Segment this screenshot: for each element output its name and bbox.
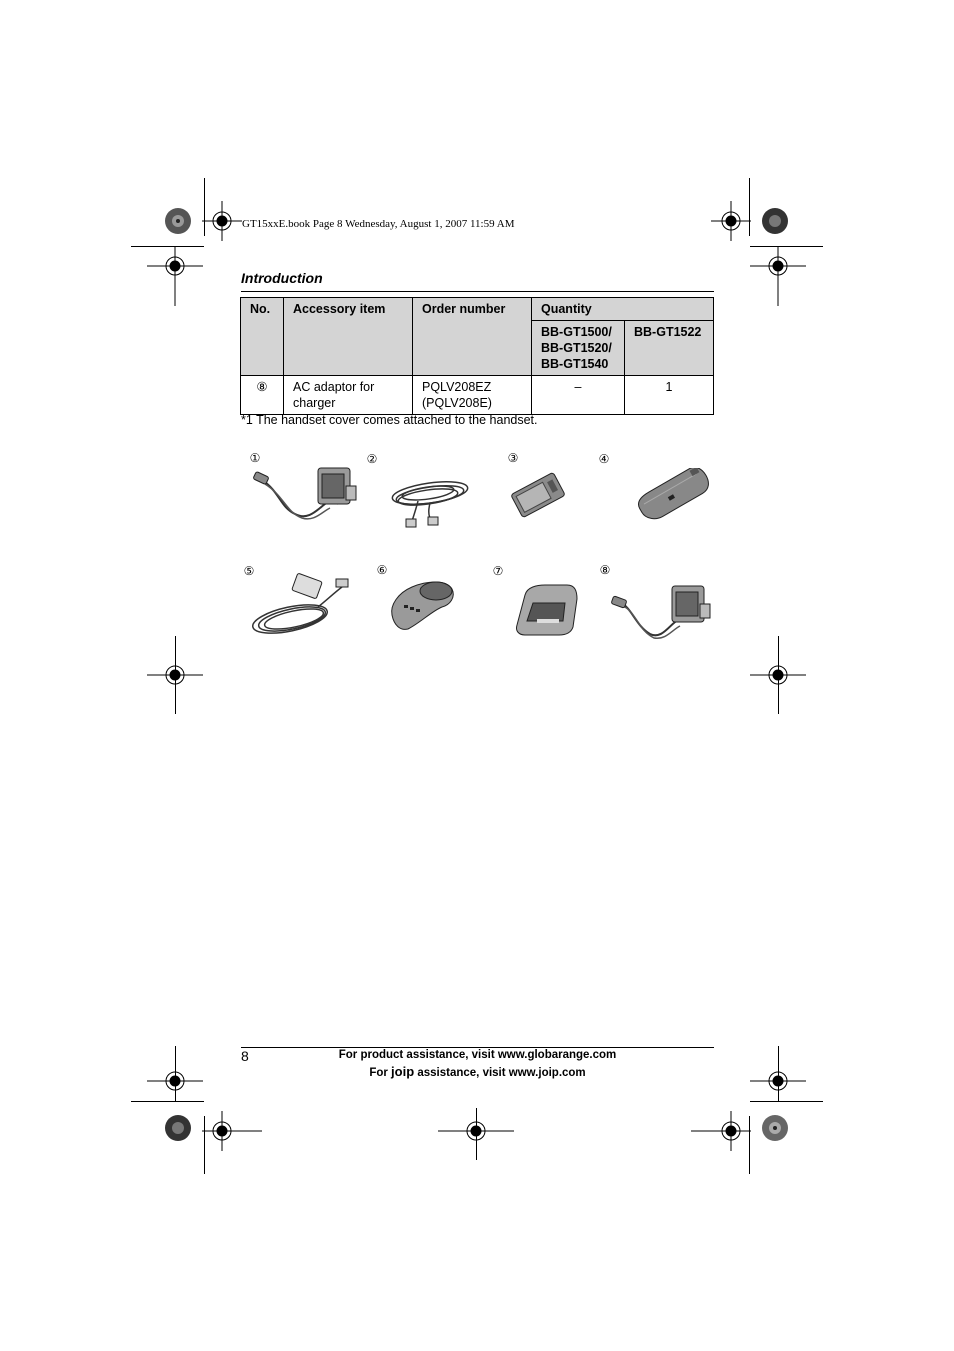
col-header-quantity: Quantity xyxy=(532,298,714,321)
col-header-order: Order number xyxy=(413,298,532,376)
table-header-row xyxy=(241,298,714,321)
accessory-number: ② xyxy=(366,452,378,466)
ac-adaptor-icon xyxy=(250,462,360,530)
footer-rule xyxy=(241,1047,714,1048)
header-rule xyxy=(241,291,714,292)
col-header-no: No. xyxy=(241,298,284,376)
footer-line-2-prefix: For xyxy=(369,1067,388,1079)
cell-qty-a: – xyxy=(532,376,625,415)
footer-line-2-suffix: assistance, visit www.joip.com xyxy=(417,1067,586,1079)
ac-adaptor-icon xyxy=(606,584,716,646)
table-row xyxy=(241,376,714,415)
col-header-model-b: BB-GT1522 xyxy=(625,321,714,376)
section-title: Introduction xyxy=(241,270,323,286)
telephone-line-cord-icon xyxy=(388,475,470,531)
cell-no: ⑧ xyxy=(241,376,284,415)
footer-line-2 xyxy=(241,1064,714,1079)
adaptor-cord-icon xyxy=(250,573,355,639)
battery-icon xyxy=(508,470,568,520)
joip-brand: joip xyxy=(391,1064,415,1079)
accessory-number: ⑥ xyxy=(376,563,388,577)
accessory-number: ⑦ xyxy=(492,564,504,578)
accessory-number: ④ xyxy=(598,452,610,466)
accessory-number: ⑧ xyxy=(599,563,611,577)
col-header-model-a: BB-GT1500/ BB-GT1520/ BB-GT1540 xyxy=(532,321,625,376)
accessory-number: ① xyxy=(249,451,261,465)
cell-item: AC adaptor for charger xyxy=(284,376,413,415)
col-header-item: Accessory item xyxy=(284,298,413,376)
footer-line-1: For product assistance, visit www.globarange.com xyxy=(338,1049,617,1061)
page-number: 8 xyxy=(241,1048,249,1064)
handset-cover-icon xyxy=(634,468,714,524)
accessory-number: ⑤ xyxy=(243,564,255,578)
accessory-number: ③ xyxy=(507,451,519,465)
cell-order: PQLV208EZ (PQLV208E) xyxy=(413,376,532,415)
footnote: *1 The handset cover comes attached to the handset. xyxy=(241,413,538,427)
charger-icon xyxy=(513,581,579,639)
cell-qty-b: 1 xyxy=(625,376,714,415)
belt-clip-icon xyxy=(386,575,460,633)
accessory-table xyxy=(240,297,714,415)
book-info: GT15xxE.book Page 8 Wednesday, August 1, 2007 11:59 AM xyxy=(242,218,515,230)
